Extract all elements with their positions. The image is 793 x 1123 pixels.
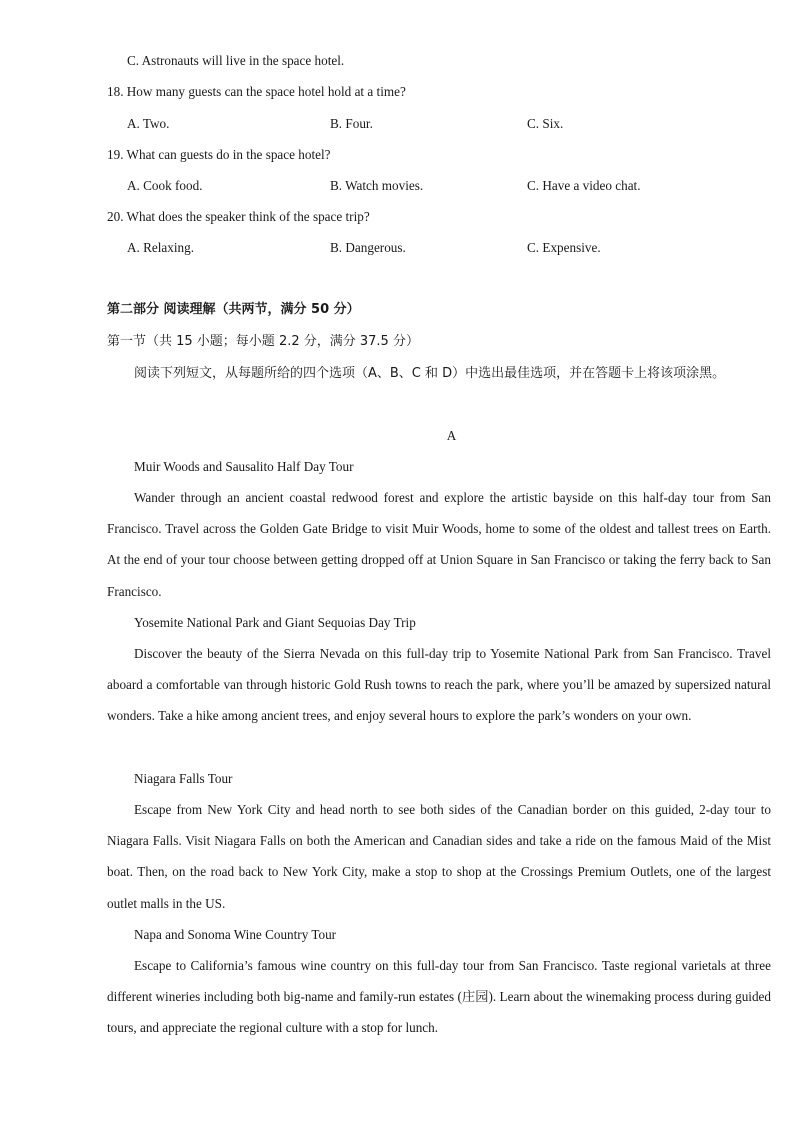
q19-option-a: A. Cook food. xyxy=(127,178,203,193)
instructions: 阅读下列短文，从每题所给的四个选项（A、B、C 和 D）中选出最佳选项，并在答题卡上将该项涂黑。 xyxy=(134,366,726,381)
question-20: 20. What does the speaker think of the space trip? xyxy=(107,209,370,224)
passage-label: A xyxy=(446,428,457,443)
q19-option-c: C. Have a video chat. xyxy=(527,178,641,193)
part-heading: 第二部分 阅读理解（共两节，满分 50 分） xyxy=(107,302,360,317)
question-19: 19. What can guests do in the space hotel? xyxy=(107,147,331,162)
q18-option-c: C. Six. xyxy=(527,116,564,131)
tour-description: Escape to California’s famous wine country on this full-day tour from San Francisco. Taste regional varietals at three different wineries including both big-name and family-run estates (庄园). Learn about the winemaking process during guided tours, and appreciate the regional culture with a stop for lunch. xyxy=(107,958,771,1036)
q18-option-b: B. Four. xyxy=(330,116,373,131)
q19-option-b: B. Watch movies. xyxy=(330,178,424,193)
q17-option-c: C. Astronauts will live in the space hotel. xyxy=(127,53,345,68)
tour-title: Yosemite National Park and Giant Sequoias Day Trip xyxy=(134,615,416,630)
tour-title: Niagara Falls Tour xyxy=(134,771,233,786)
question-18: 18. How many guests can the space hotel hold at a time? xyxy=(107,84,406,99)
q20-option-b: B. Dangerous. xyxy=(330,240,406,255)
q20-option-a: A. Relaxing. xyxy=(127,240,195,255)
q18-option-a: A. Two. xyxy=(127,116,170,131)
tour-description: Discover the beauty of the Sierra Nevada on this full-day trip to Yosemite National Park from San Francisco. Travel aboard a comfortable van through historic Gold Rush towns to reach the park, where you’ll be amazed by supersized natural wonders. Take a hike among ancient trees, and enjoy several hours to explore the park’s wonders on your own. xyxy=(107,646,771,724)
tour-title: Muir Woods and Sausalito Half Day Tour xyxy=(134,459,354,474)
q20-option-c: C. Expensive. xyxy=(527,240,601,255)
tour-title: Napa and Sonoma Wine Country Tour xyxy=(134,927,337,942)
section-heading: 第一节（共 15 小题；每小题 2.2 分，满分 37.5 分） xyxy=(107,334,419,349)
tour-description: Escape from New York City and head north to see both sides of the Canadian border on this guided, 2-day tour to Niagara Falls. Visit Niagara Falls on both the American and Canadian sides and take a ride on the famous Maid of the Mist boat. Then, on the road back to New York City, make a stop to shop at the Crossings Premium Outlets, one of the largest outlet malls in the US. xyxy=(107,802,771,911)
tour-description: Wander through an ancient coastal redwood forest and explore the artistic bayside on this half-day tour from San Francisco. Travel across the Golden Gate Bridge to visit Muir Woods, home to some of the oldest and tallest trees on Earth. At the end of your tour choose between getting dropped off at Union Square in San Francisco or taking the ferry back to San Francisco. xyxy=(107,490,771,599)
